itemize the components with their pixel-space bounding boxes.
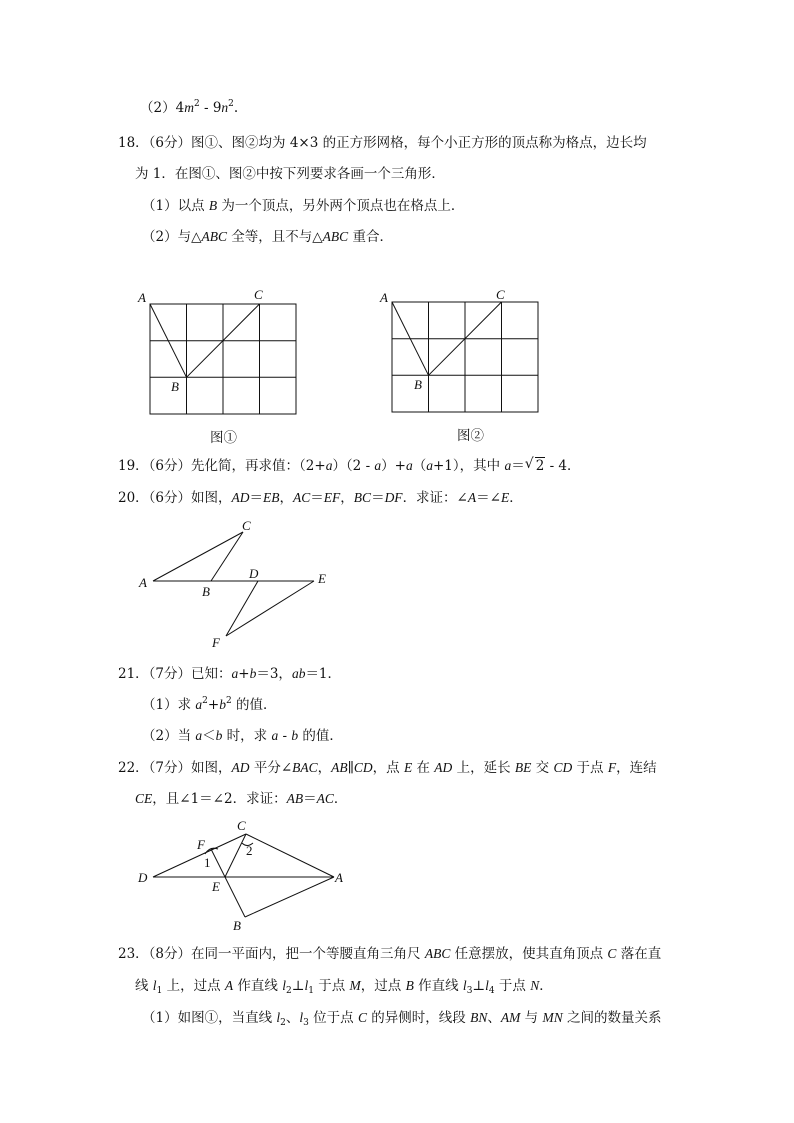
q18-figure-1-caption: 图①: [210, 430, 237, 446]
q18-number: 18．（6分）: [118, 135, 192, 151]
fig1-label-a: A: [138, 290, 146, 305]
q20-label-a: A: [139, 575, 147, 590]
q18-stem-line1: 18．（6分）图①、图②均为 4×3 的正方形网格，每个小正方形的顶点称为格点，边长均: [118, 135, 647, 151]
q23-line2: 线 $l_1$ 上，过点 A 作直线 $l_2\perp l_1$ 于点 M，过点 B 作直线 $l_3\perp l_4$ 于点 N．: [135, 978, 553, 996]
q22-label-d: D: [138, 870, 148, 885]
q19-number: 19．（6分）: [118, 458, 192, 474]
sqrt-symbol: √ 2: [524, 456, 545, 474]
q21-part2: （2）当 a＜b 时，求 a - b 的值．: [142, 728, 343, 744]
q22-label-e: E: [212, 879, 220, 894]
q20-label-b: B: [202, 584, 210, 599]
fig2-label-a: A: [380, 290, 388, 305]
q23-line3: （1）如图①，当直线 $l_2$、$l_3$ 位于点 C 的异侧时，线段 BN、AM 与 MN 之间的数量关系: [142, 1010, 662, 1028]
q20-number: 20．（6分）: [118, 490, 192, 506]
q18-figure-2-caption: 图②: [457, 428, 484, 444]
q22-line2: CE，且∠1＝∠2．求证：AB＝AC．: [135, 791, 348, 807]
q22-line1: 22．（7分）如图，AD 平分∠BAC，AB∥CD，点 E 在 AD 上，延长 BE 交 CD 于点 F，连结: [118, 760, 657, 776]
fig1-label-c: C: [254, 287, 263, 302]
q21-part1: （1）求 $a^2+b^2$ 的值．: [142, 696, 277, 713]
q22-label-b: B: [233, 918, 241, 933]
fig2-label-b: B: [414, 377, 422, 392]
q20: 20．（6分）如图，AD＝EB，AC＝EF，BC＝DF．求证：∠A＝∠E．: [118, 490, 523, 506]
q20-label-c: C: [242, 518, 251, 533]
q22-label-f: F: [197, 837, 205, 852]
q18-part2: （2）与△ABC 全等，且不与△ABC 重合．: [142, 229, 393, 245]
fig2-label-c: C: [496, 287, 505, 302]
q20-label-d: D: [249, 566, 259, 581]
q23-number: 23．（8分）: [118, 946, 192, 962]
q18-part1: （1）以点 B 为一个顶点，另外两个顶点也在格点上．: [142, 198, 465, 214]
q17-part2: $(2)4m^2 - 9n^2$.: [140, 99, 239, 116]
q20-label-f: F: [212, 635, 220, 650]
q22-label-2: 2: [246, 843, 253, 858]
q22-label-1: 1: [204, 855, 211, 870]
fig1-label-b: B: [171, 379, 179, 394]
q21-number: 21．（7分）: [118, 666, 192, 682]
q18-stem-line2: 为 1．在图①、图②中按下列要求各画一个三角形．: [135, 166, 445, 182]
q22-label-c: C: [237, 818, 246, 833]
q23-line1: 23．（8分）在同一平面内，把一个等腰直角三角尺 ABC 任意摆放，使其直角顶点 C 落在直: [118, 946, 662, 962]
q22-number: 22．（7分）: [118, 760, 192, 776]
q21-stem: 21．（7分）已知：a+b＝3，ab＝1．: [118, 666, 342, 682]
q22-label-a: A: [335, 870, 343, 885]
q20-label-e: E: [318, 571, 326, 586]
q19: 19．（6分）先化简，再求值：（2+a）（2 - a）+a（a+1），其中 a＝ √ 2 - 4．: [118, 456, 581, 474]
